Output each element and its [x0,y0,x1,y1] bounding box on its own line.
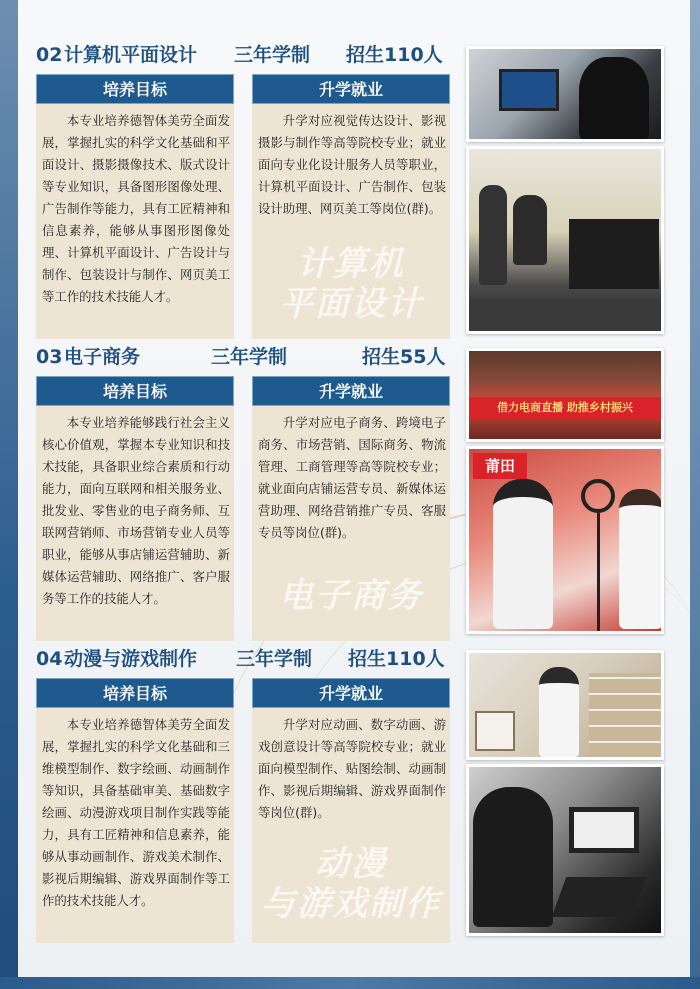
study-duration: 三年学制 [211,346,288,368]
watermark-line: 平面设计 [279,284,423,324]
student-silhouette [493,479,553,629]
watermark-line: 计算机 [297,244,405,284]
career-text: 升学对应电子商务、跨境电子商务、市场营销、国际商务、物流管理、工商管理等高等院校专业；就业面向店铺运营专员、新媒体运营助理、网络营销推广专员、客服专员等岗位(群)。 [258,415,446,540]
major-number: 02 [36,44,63,66]
training-goal-title: 培养目标 [36,74,234,104]
study-duration: 三年学制 [234,44,311,66]
person-silhouette [579,57,649,141]
career-title: 升学就业 [252,74,450,104]
light-stand [597,513,600,633]
student-silhouette [619,489,663,629]
left-border-band [0,0,18,989]
ring-light [581,479,615,513]
sketch-easel [475,711,515,751]
photo-computer-lab-visit [466,146,664,334]
section-heading [36,646,456,672]
major-section-graphic-design [36,42,664,340]
major-watermark [252,576,450,616]
person-silhouette [513,195,547,265]
computer-row [569,219,659,289]
major-watermark [252,244,450,324]
plaster-shelf [589,673,661,757]
enrollment-count: 招生55人 [362,346,446,368]
watermark-line: 动漫 [315,844,387,884]
major-name: 动漫与游戏制作 [64,648,198,670]
photo-sketching-studio [466,650,664,760]
major-name: 电子商务 [64,346,141,368]
career-text: 升学对应视觉传达设计、影视摄影与制作等高等院校专业；就业面向专业化设计服务人员等职业，计算机平面设计、广告制作、包装设计助理、网页美工等岗位(群)。 [258,113,446,216]
event-banner: 借力电商直播 助推乡村振兴 [469,397,661,419]
career-text: 升学对应动画、数字动画、游戏创意设计等高等院校专业；就业面向模型制作、贴图绘制、动画制作、影视后期编辑、游戏界面制作等岗位(群)。 [258,717,446,820]
training-goal-text: 本专业培养能够践行社会主义核心价值观，掌握本专业知识和技术技能，具备职业综合素质和行动能力，面向互联网和相关服务业、批发业、零售业的电子商务师、互联网营销师、市场营销专业人员等职业，能够从事店铺运营辅助、新媒体运营辅助、网络推广、客户服务等工作的技能人才。 [42,415,230,606]
watermark-line: 与游戏制作 [261,884,441,924]
photo-student-at-computer [466,46,664,142]
drawing-tablet [552,877,647,917]
photo-digital-drawing [466,764,664,936]
enrollment-count: 招生110人 [346,44,443,66]
photo-livestream-group [466,348,664,442]
monitor-shape [569,807,639,853]
section-heading [36,42,456,68]
training-goal-title: 培养目标 [36,376,234,406]
major-name: 计算机平面设计 [64,44,198,66]
person-silhouette [479,185,507,285]
career-title: 升学就业 [252,376,450,406]
student-silhouette [539,667,579,757]
career-title: 升学就业 [252,678,450,708]
major-number: 03 [36,346,63,368]
major-watermark [252,844,450,924]
study-duration: 三年学制 [236,648,313,670]
booth-sign: 莆田 [473,453,527,479]
training-goal-text: 本专业培养德智体美劳全面发展，掌握扎实的科学文化基础和平面设计、摄影摄像技术、版式设计等专业知识，具备图形图像处理、广告制作等能力，具有工匠精神和信息素养，能够从事图形图像处理、计算机平面设计、广告设计与制作、包装设计与制作、网页美工等工作的技术技能人才。 [42,113,230,304]
section-heading [36,344,456,370]
training-goal-panel [36,376,234,641]
major-section-ecommerce [36,344,664,642]
watermark-line: 电子商务 [279,576,423,616]
training-goal-title: 培养目标 [36,678,234,708]
monitor-shape [499,69,559,111]
enrollment-count: 招生110人 [348,648,445,670]
training-goal-panel [36,678,234,943]
major-number: 04 [36,648,63,670]
training-goal-panel [36,74,234,339]
training-goal-text: 本专业培养德智体美劳全面发展，掌握扎实的科学文化基础和三维模型制作、数字绘画、动画制作等知识，具备基础审美、基础数字绘画、动漫游戏项目制作实践等能力，具有工匠精神和信息素养，能够从事动画制作、游戏美术制作、影视后期编辑、游戏界面制作等工作的技术技能人才。 [42,717,230,908]
major-section-animation-game [36,646,664,946]
student-silhouette [473,787,553,927]
photo-livestream-booth [466,446,664,634]
desk-row [469,299,664,334]
